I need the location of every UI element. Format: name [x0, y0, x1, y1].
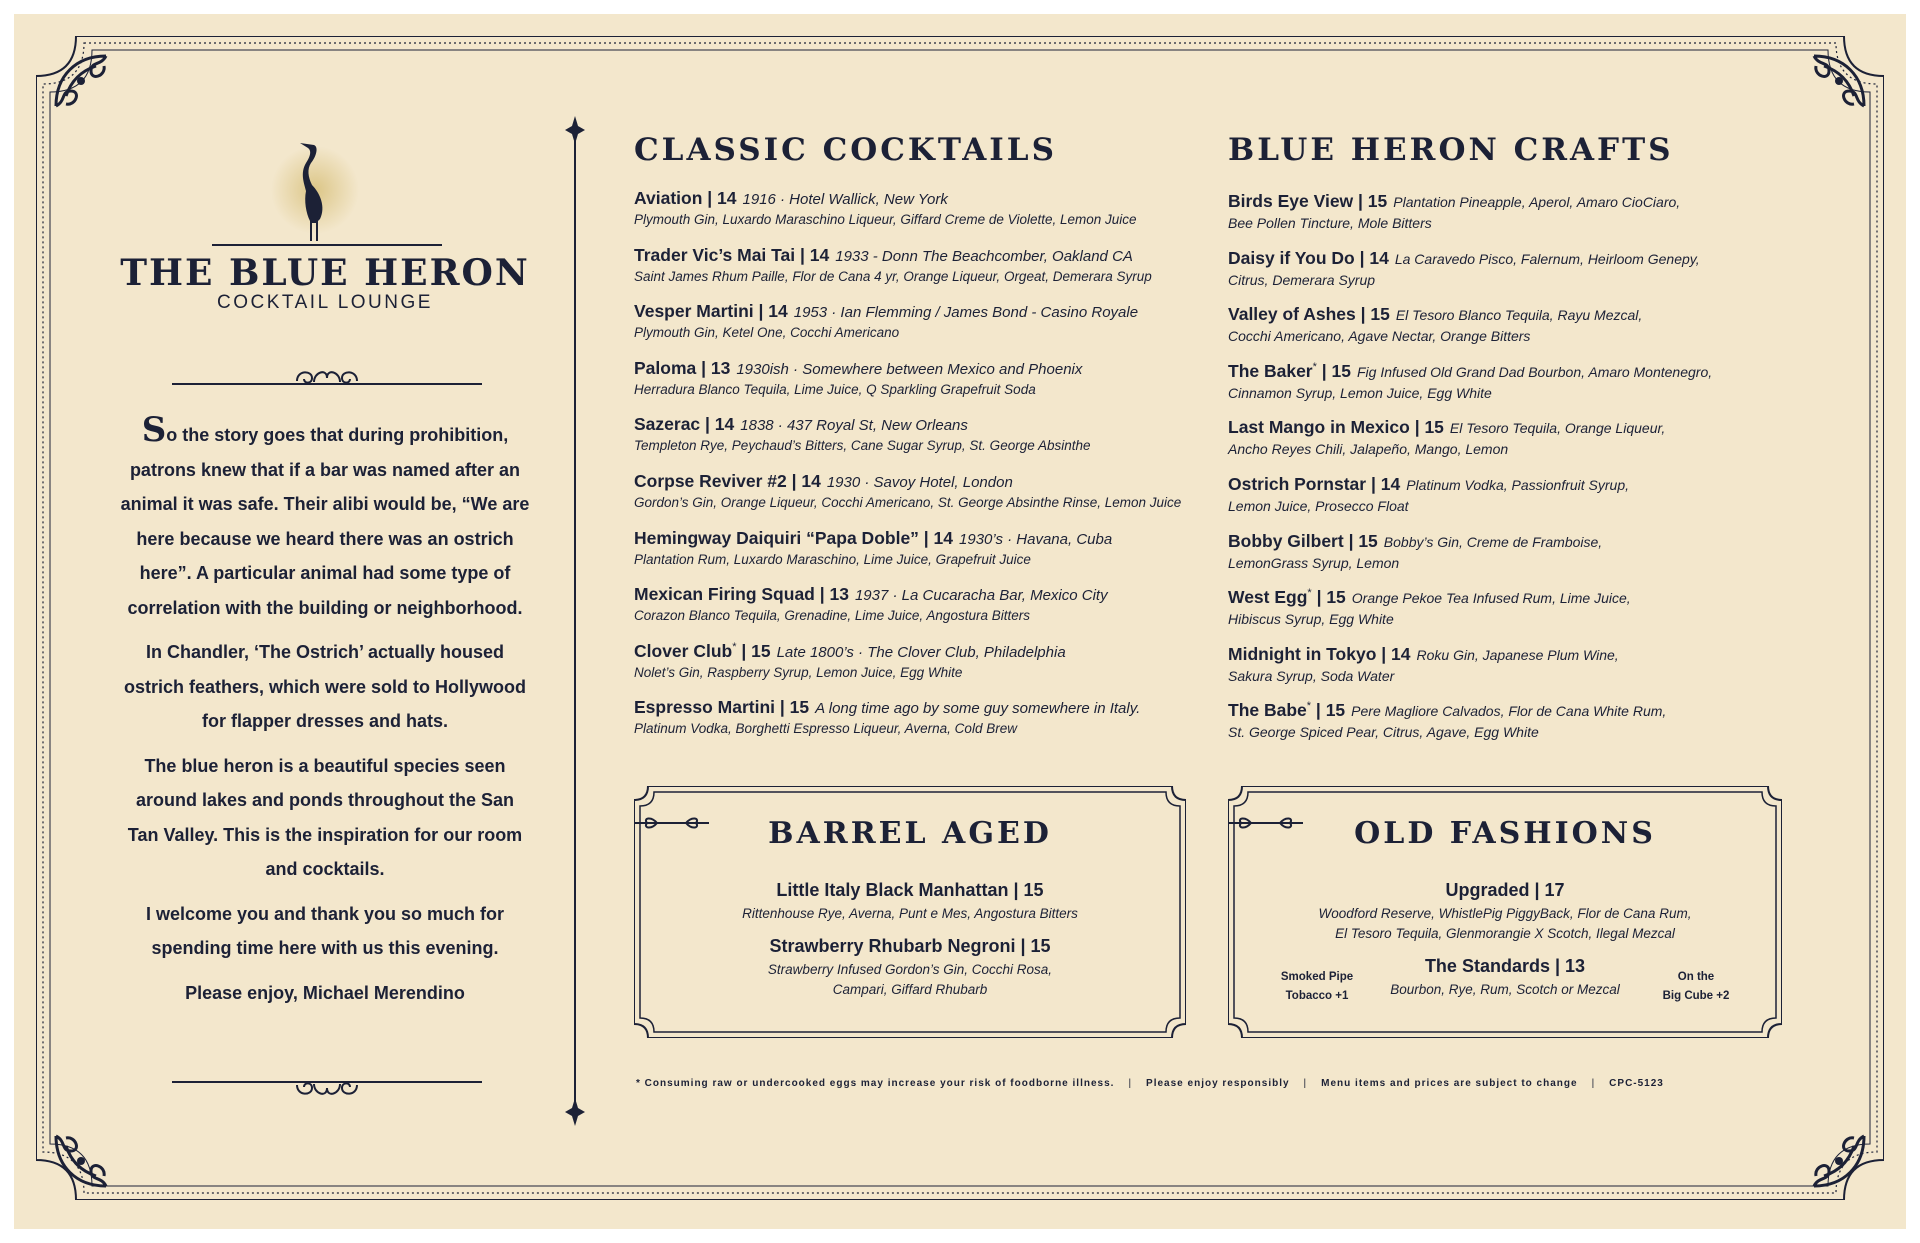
- flourish-right-icon: [1228, 816, 1303, 830]
- cocktail-price: 15: [1358, 530, 1378, 551]
- price-separator: |: [795, 244, 810, 265]
- cocktail-price: 14: [1369, 247, 1389, 268]
- classic-cocktail-item: [634, 358, 1194, 415]
- divider-finial-icon: [565, 116, 585, 144]
- cocktail-price: 15: [1367, 191, 1388, 211]
- cocktail-ingredients: Plymouth Gin, Luxardo Maraschino Liqueur, Giffard Creme de Violette, Lemon Juice: [634, 212, 1137, 227]
- cocktail-ingredients: Roku Gin, Japanese Plum Wine,: [1416, 646, 1619, 663]
- brand-subtitle: COCKTAIL LOUNGE: [217, 292, 433, 313]
- corner-flourish-icon: [1804, 46, 1874, 116]
- egg-warning-mark: *: [1312, 360, 1317, 373]
- cocktail-name: Last Mango in Mexico: [1228, 417, 1410, 438]
- item-heading: [634, 471, 1194, 492]
- cocktail-price: 14: [933, 527, 954, 548]
- cocktail-name: The Babe: [1228, 700, 1307, 721]
- classic-cocktail-item: [634, 471, 1194, 528]
- story-paragraph: So the story goes that during prohibition, patrons knew that if a bar was named after an animal it was safe. Their alibi would be, “We are here because we heard there was an ostrich here”. A particular animal had some type of correlation with the building or neighborhood.: [120, 410, 530, 618]
- cocktail-name: Hemingway Daiquiri “Papa Doble”: [634, 527, 919, 548]
- craft-cocktail-item: [1228, 191, 1788, 248]
- item-heading: [1228, 587, 1788, 608]
- divider-scroll-icon: [172, 1076, 482, 1102]
- cocktail-price: 15: [751, 640, 771, 661]
- cocktail-name: Corpse Reviver #2: [634, 470, 787, 491]
- cocktail-name: Birds Eye View: [1228, 191, 1354, 211]
- item-heading: [1228, 191, 1788, 212]
- craft-cocktail-item: [1228, 531, 1788, 588]
- price-separator: |: [786, 470, 802, 491]
- cocktail-origin: 1930ish · Somewhere between Mexico and Phoenix: [736, 360, 1083, 378]
- story-text: [120, 410, 530, 1020]
- cocktail-origin: 1930’s · Havana, Cuba: [959, 530, 1113, 548]
- item-heading: [634, 641, 1194, 662]
- item-heading: [634, 188, 1194, 209]
- cocktail-ingredients-cont: Cocchi Americano, Agave Nectar, Orange Bitters: [1228, 328, 1531, 345]
- divider-finial-icon: [565, 1098, 585, 1126]
- price-separator: |: [1376, 643, 1392, 664]
- price-separator: |: [702, 188, 718, 208]
- craft-cocktail-item: [1228, 644, 1788, 701]
- cocktail-origin: 1937 · La Cucaracha Bar, Mexico City: [854, 587, 1108, 605]
- price-separator: |: [736, 640, 752, 661]
- heron-logo-icon: [270, 135, 360, 245]
- cocktail-price: 15: [1325, 700, 1346, 721]
- cocktail-price: 13: [710, 357, 731, 378]
- cocktail-price: 14: [1391, 643, 1411, 664]
- blue-heron-crafts-heading: BLUE HERON CRAFTS: [1228, 132, 1674, 168]
- cocktail-price: 14: [801, 470, 821, 491]
- old-fashion-item: Upgraded | 17 Woodford Reserve, WhistlePig PiggyBack, Flor de Cana Rum, El Tesoro Tequila, Glenmorangie X Scotch, Ilegal Mezcal: [1318, 880, 1692, 941]
- old-fashions-box: [1228, 786, 1782, 1038]
- barrel-aged-heading: BARREL AGED: [634, 816, 1186, 851]
- item-heading: [634, 301, 1194, 322]
- price-separator: |: [1316, 360, 1332, 381]
- item-heading: [1228, 361, 1788, 382]
- cocktail-price: 15: [789, 697, 810, 718]
- cocktail-origin: Late 1800’s · The Clover Club, Philadelphia: [776, 643, 1066, 661]
- corner-flourish-icon: [46, 46, 116, 116]
- cocktail-name: Espresso Martini: [634, 697, 776, 718]
- cocktail-ingredients: Plantation Rum, Luxardo Maraschino, Lime Juice, Grapefruit Juice: [634, 551, 1031, 567]
- signature-line: Please enjoy, Michael Merendino: [185, 982, 465, 1003]
- story-paragraph: I welcome you and thank you so much for spending time here with us this evening.: [145, 903, 505, 958]
- cocktail-name: Ostrich Pornstar: [1228, 473, 1367, 494]
- cocktail-price: 14: [768, 301, 788, 322]
- cocktail-name: Daisy if You Do: [1228, 247, 1355, 268]
- price-separator: |: [814, 584, 830, 605]
- flourish-right-icon: [634, 816, 709, 830]
- cocktail-ingredients: Fig Infused Old Grand Dad Bourbon, Amaro Montenegro,: [1357, 363, 1713, 380]
- cocktail-ingredients: Corazon Blanco Tequila, Grenadine, Lime Juice, Angostura Bitters: [634, 608, 1030, 624]
- cocktail-name: Midnight in Tokyo: [1228, 643, 1377, 664]
- cocktail-ingredients: Templeton Rye, Peychaud’s Bitters, Cane Sugar Syrup, St. George Absinthe: [634, 438, 1091, 454]
- item-heading: [634, 358, 1194, 379]
- cocktail-ingredients-cont: Ancho Reyes Chili, Jalapeño, Mango, Lemon: [1228, 441, 1509, 458]
- price-separator: |: [775, 697, 790, 718]
- cocktail-ingredients: Bobby’s Gin, Creme de Framboise,: [1383, 533, 1603, 550]
- price-separator: |: [918, 527, 934, 548]
- price-separator: |: [1343, 530, 1359, 551]
- cocktail-name: Mexican Firing Squad: [634, 584, 815, 605]
- classic-cocktails-heading: CLASSIC COCKTAILS: [634, 132, 1057, 168]
- price-separator: |: [1354, 247, 1370, 268]
- price-separator: |: [696, 357, 711, 378]
- price-separator: |: [1311, 587, 1327, 608]
- classic-cocktail-item: [634, 697, 1194, 754]
- old-fashion-item: The Standards | 13 Bourbon, Rye, Rum, Scotch or Mezcal: [1390, 956, 1620, 997]
- craft-cocktail-item: [1228, 417, 1788, 474]
- price-separator: |: [1355, 304, 1371, 325]
- cocktail-origin: 1930 · Savoy Hotel, London: [826, 473, 1013, 491]
- footer-disclaimer: * Consuming raw or undercooked eggs may increase your risk of foodborne illness. | Please enjoy responsibly | Menu items and prices are subject to change | CPC-5123: [636, 1078, 1664, 1089]
- brand-rule: [212, 244, 442, 246]
- cocktail-ingredients: Herradura Blanco Tequila, Lime Juice, Q Sparkling Grapefruit Soda: [634, 381, 1036, 397]
- cocktail-price: 14: [714, 414, 735, 435]
- smoked-pipe-note: Smoked Pipe Tobacco +1: [1280, 971, 1354, 1002]
- item-heading: [634, 245, 1194, 266]
- cocktail-ingredients-cont: Lemon Juice, Prosecco Float: [1228, 497, 1409, 514]
- cocktail-name: Bobby Gilbert: [1228, 530, 1344, 551]
- item-heading: [634, 697, 1194, 718]
- cocktail-origin: 1933 - Donn The Beachcomber, Oakland CA: [835, 247, 1133, 265]
- item-heading: [1228, 474, 1788, 495]
- item-heading: [1228, 700, 1788, 721]
- egg-warning-mark: *: [732, 640, 737, 653]
- item-heading: [634, 584, 1194, 605]
- classic-cocktail-item: [634, 641, 1194, 698]
- item-heading: [1228, 248, 1788, 269]
- blue-heron-crafts-list: [1228, 191, 1788, 757]
- classic-cocktail-item: [634, 528, 1194, 585]
- cocktail-origin: 1916 · Hotel Wallick, New York: [742, 191, 948, 208]
- cocktail-ingredients: Plymouth Gin, Ketel One, Cocchi Americano: [634, 325, 900, 341]
- cocktail-ingredients: Pere Magliore Calvados, Flor de Cana White Rum,: [1351, 703, 1667, 720]
- dropcap-letter: S: [141, 410, 167, 450]
- cocktail-name: Aviation: [634, 188, 703, 208]
- column-divider: [574, 120, 576, 1120]
- divider-scroll-icon: [172, 364, 482, 390]
- classic-cocktail-item: [634, 245, 1194, 302]
- story-paragraph: In Chandler, ‘The Ostrich’ actually housed ostrich feathers, which were sold to Hollywood for flapper dresses and hats.: [123, 642, 527, 731]
- cocktail-ingredients: Saint James Rhum Paille, Flor de Cana 4 yr, Orange Liqueur, Orgeat, Demerara Syrup: [634, 268, 1152, 284]
- cocktail-ingredients: Orange Pekoe Tea Infused Rum, Lime Juice,: [1351, 590, 1631, 607]
- price-separator: |: [1409, 417, 1425, 438]
- cocktail-ingredients: La Caravedo Pisco, Falernum, Heirloom Genepy,: [1394, 250, 1700, 267]
- price-separator: |: [1366, 473, 1381, 494]
- cocktail-price: 14: [1380, 473, 1401, 494]
- cocktail-name: Valley of Ashes: [1228, 304, 1356, 325]
- craft-cocktail-item: [1228, 248, 1788, 305]
- barrel-item: Little Italy Black Manhattan | 15 Rittenhouse Rye, Averna, Punt e Mes, Angostura Bitters: [742, 880, 1078, 921]
- cocktail-name: Vesper Martini: [634, 301, 754, 322]
- cocktail-ingredients-cont: LemonGrass Syrup, Lemon: [1228, 554, 1400, 571]
- cocktail-ingredients: Plantation Pineapple, Aperol, Amaro CioCiaro,: [1393, 194, 1681, 210]
- cocktail-ingredients: Platinum Vodka, Passionfruit Syrup,: [1406, 476, 1630, 493]
- cocktail-name: West Egg: [1228, 587, 1308, 608]
- barrel-aged-box: [634, 786, 1186, 1038]
- cocktail-ingredients: Nolet’s Gin, Raspberry Syrup, Lemon Juice, Egg White: [634, 664, 963, 680]
- classic-cocktails-list: [634, 188, 1194, 754]
- cocktail-name: Trader Vic’s Mai Tai: [634, 244, 796, 265]
- price-separator: |: [1353, 191, 1368, 211]
- cocktail-name: The Baker: [1228, 360, 1313, 381]
- cocktail-name: Paloma: [634, 357, 697, 378]
- craft-cocktail-item: [1228, 304, 1788, 361]
- price-separator: |: [700, 414, 715, 435]
- cocktail-price: 15: [1424, 417, 1444, 438]
- cocktail-origin: 1838 · 437 Royal St, New Orleans: [740, 417, 968, 435]
- cocktail-price: 13: [829, 584, 849, 605]
- brand-name: THE BLUE HERON: [120, 252, 530, 294]
- egg-warning-mark: *: [1307, 587, 1312, 600]
- item-heading: [634, 414, 1194, 435]
- cocktail-ingredients-cont: Hibiscus Syrup, Egg White: [1228, 611, 1394, 628]
- price-separator: |: [1311, 700, 1326, 721]
- corner-flourish-icon: [1804, 1126, 1874, 1196]
- cocktail-ingredients-cont: Cinnamon Syrup, Lemon Juice, Egg White: [1228, 384, 1492, 401]
- cocktail-name: Clover Club: [634, 640, 733, 661]
- craft-cocktail-item: [1228, 700, 1788, 757]
- item-heading: [634, 528, 1194, 549]
- classic-cocktail-item: [634, 188, 1194, 245]
- corner-flourish-icon: [46, 1126, 116, 1196]
- craft-cocktail-item: [1228, 361, 1788, 418]
- item-heading: [1228, 644, 1788, 665]
- craft-cocktail-item: [1228, 587, 1788, 644]
- cocktail-ingredients: Gordon’s Gin, Orange Liqueur, Cocchi Americano, St. George Absinthe Rinse, Lemon Juice: [634, 494, 1182, 510]
- cocktail-ingredients: El Tesoro Blanco Tequila, Rayu Mezcal,: [1395, 307, 1643, 324]
- cocktail-origin: A long time ago by some guy somewhere in Italy.: [815, 700, 1141, 718]
- cocktail-price: 15: [1326, 587, 1346, 608]
- classic-cocktail-item: [634, 414, 1194, 471]
- item-heading: [1228, 531, 1788, 552]
- cocktail-price: 14: [717, 188, 737, 208]
- cocktail-ingredients-cont: Citrus, Demerara Syrup: [1228, 271, 1376, 288]
- barrel-item: Strawberry Rhubarb Negroni | 15 Strawberry Infused Gordon’s Gin, Cocchi Rosa, Campari, Giffard Rhubarb: [767, 936, 1053, 997]
- cocktail-origin: 1953 · Ian Flemming / James Bond - Casino Royale: [793, 304, 1139, 322]
- old-fashions-heading: OLD FASHIONS: [1228, 816, 1782, 851]
- cocktail-ingredients-cont: Sakura Syrup, Soda Water: [1228, 667, 1395, 684]
- price-separator: |: [753, 301, 769, 322]
- item-heading: [1228, 304, 1788, 325]
- cocktail-ingredients-cont: Bee Pollen Tincture, Mole Bitters: [1228, 215, 1432, 231]
- cocktail-ingredients-cont: St. George Spiced Pear, Citrus, Agave, Egg White: [1228, 724, 1539, 741]
- cocktail-price: 14: [809, 244, 830, 265]
- classic-cocktail-item: [634, 301, 1194, 358]
- cocktail-name: Sazerac: [634, 414, 701, 435]
- cocktail-price: 15: [1331, 360, 1351, 381]
- item-heading: [1228, 417, 1788, 438]
- classic-cocktail-item: [634, 584, 1194, 641]
- big-cube-note: On the Big Cube +2: [1662, 971, 1730, 1002]
- craft-cocktail-item: [1228, 474, 1788, 531]
- story-paragraph: The blue heron is a beautiful species seen around lakes and ponds throughout the San Tan Valley. This is the inspiration for our room and cocktails.: [127, 755, 523, 879]
- egg-warning-mark: *: [1306, 700, 1312, 713]
- cocktail-ingredients: Platinum Vodka, Borghetti Espresso Liqueur, Averna, Cold Brew: [634, 721, 1017, 737]
- cocktail-price: 15: [1370, 304, 1390, 325]
- cocktail-ingredients: El Tesoro Tequila, Orange Liqueur,: [1449, 420, 1666, 437]
